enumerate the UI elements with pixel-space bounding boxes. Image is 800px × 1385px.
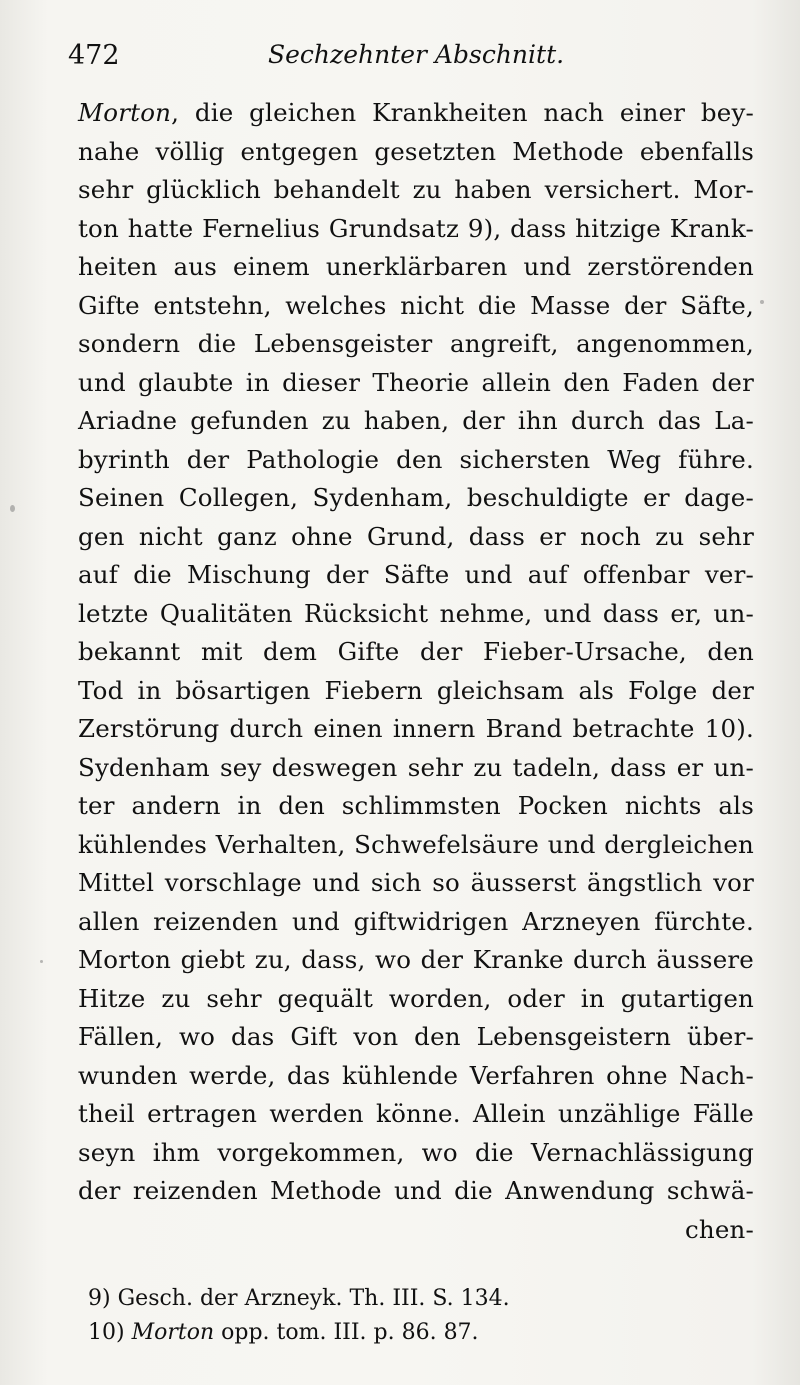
text-line: Seinen Collegen, Sydenham, beschuldigte er dage- [78,483,754,512]
text-line: ter andern in den schlimmsten Pocken nichts als [78,791,754,820]
footnote [88,1282,648,1316]
page-number: 472 [68,40,120,71]
text-line: Morton giebt zu, dass, wo der Kranke durch äussere [78,945,754,974]
text-line: sondern die Lebensgeister angreift, angenommen, [78,329,754,358]
text-line: Sydenham sey deswegen sehr zu tadeln, dass er un- [78,752,754,782]
footnote-marker: 10) [88,1320,125,1345]
text-line: sehr glücklich behandelt zu haben versichert. Mor- [78,175,754,204]
text-line: heiten aus einem unerklärbaren und zerstörenden [78,252,754,281]
running-title: Sechzehnter Abschnitt. [268,40,565,69]
footnotes [88,1282,648,1350]
text-line: Gifte entstehn, welches nicht die Masse der Säfte, [78,290,754,320]
text-line: byrinth der Pathologie den sichersten Weg führe. [78,444,754,474]
text-line: nahe völlig entgegen gesetzten Methode ebenfalls [78,136,754,166]
paper-speck [40,960,43,963]
text-line: auf die Mischung der Säfte und auf offenbar ver- [78,560,754,589]
text-line: Ariadne gefunden zu haben, der ihn durch das La- [78,406,754,435]
text-line: und glaubte in dieser Theorie allein den Faden der [78,367,754,397]
text-line: Morton, die gleichen Krankheiten nach einer bey- [78,98,754,127]
text-line: kühlendes Verhalten, Schwefelsäure und dergleichen [78,829,754,859]
paper-speck [10,505,15,512]
page-header [68,38,748,78]
footnote-text: opp. tom. III. p. 86. 87. [221,1320,479,1345]
text-line: Hitze zu sehr gequält worden, oder in gutartigen [78,983,754,1013]
text-line: bekannt mit dem Gifte der Fieber-Ursache, den [78,637,754,666]
text-line: Fällen, wo das Gift von den Lebensgeistern über- [78,1022,754,1051]
text-line: Mittel vorschlage und sich so äusserst ängstlich vor [78,868,754,897]
footnote [88,1316,648,1350]
text-line: seyn ihm vorgekommen, wo die Vernachlässigung [78,1137,754,1167]
text-line: ton hatte Fernelius Grundsatz 9), dass hitzige Krank- [78,213,754,243]
text-line: wunden werde, das kühlende Verfahren ohne Nach- [78,1060,754,1090]
paper-speck [760,300,764,304]
text-line: allen reizenden und giftwidrigen Arzneyen fürchte. [78,906,754,936]
text-line: der reizenden Methode und die Anwendung schwä- [78,1176,754,1205]
footnote-author: Morton [131,1320,215,1345]
text-line: gen nicht ganz ohne Grund, dass er noch zu sehr [78,521,754,551]
footnote-text: Gesch. der Arzneyk. Th. III. S. 134. [117,1286,510,1311]
footnote-marker: 9) [88,1286,111,1311]
text-line: letzte Qualitäten Rücksicht nehme, und dass er, un- [78,598,754,628]
text-line: Zerstörung durch einen innern Brand betrachte 10). [78,714,754,743]
text-line: theil ertragen werden könne. Allein unzählige Fälle [78,1099,754,1128]
body-text [78,94,754,1249]
text-line: Tod in bösartigen Fiebern gleichsam als Folge der [78,675,754,705]
catchword: chen- [684,1214,754,1244]
